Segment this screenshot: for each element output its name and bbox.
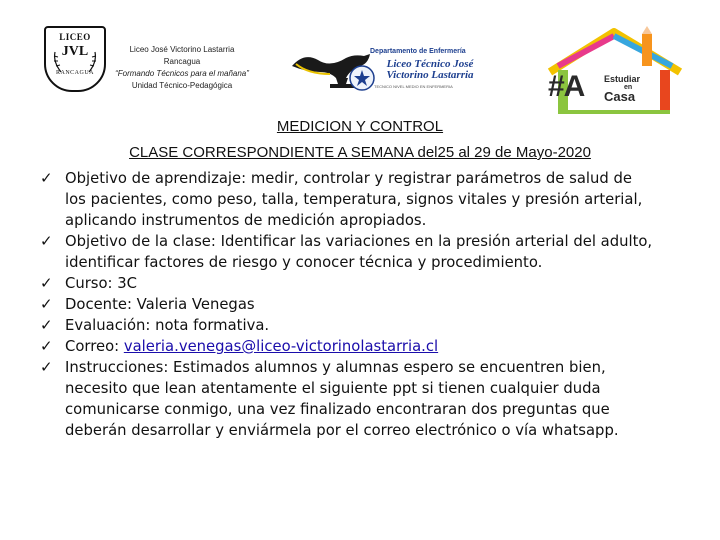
- school-crest-logo: [44, 26, 106, 92]
- email-link[interactable]: valeria.venegas@liceo-victorinolastarria.cl: [123, 338, 439, 355]
- item-line: Objetivo de aprendizaje: medir, controlar y registrar parámetros de salud de: [65, 170, 632, 187]
- item-line: identificar factores de riesgo y conocer técnica y procedimiento.: [65, 254, 543, 271]
- item-line: aplicando instrumentos de medición apropiados.: [65, 212, 427, 229]
- item-line: Docente: Valeria Venegas: [65, 296, 255, 313]
- item-line: comunicarse conmigo, una vez finalizado encontraran dos preguntas que: [65, 401, 610, 418]
- item-line: Evaluación: nota formativa.: [65, 317, 270, 334]
- school-info: [112, 44, 252, 92]
- school-city: Rancagua: [163, 57, 201, 66]
- list-item-course: [40, 273, 710, 294]
- list-item-email: [40, 336, 710, 357]
- nursing-name-line2: Victorino Lastarria: [386, 69, 474, 81]
- item-line: [65, 336, 710, 357]
- checkmark-icon: ✓: [40, 169, 53, 187]
- checkmark-icon: ✓: [40, 295, 53, 313]
- nursing-department-label: Departamento de Enfermería: [370, 48, 466, 55]
- list-item-instructions: [40, 357, 710, 441]
- checkmark-icon: ✓: [40, 337, 53, 355]
- home-logo-word3: Casa: [604, 89, 636, 104]
- nursing-sub-label: TECNICO NIVEL MEDIO EN ENFERMERIA: [374, 84, 453, 89]
- home-logo-text: [604, 74, 640, 104]
- item-line: Objetivo de la clase: Identificar las variaciones en la presión arterial del adulto,: [65, 233, 653, 250]
- checkmark-icon: ✓: [40, 232, 53, 250]
- school-unit: Unidad Técnico-Pedagógica: [131, 81, 233, 90]
- checkmark-icon: ✓: [40, 274, 53, 292]
- item-line: deberán desarrollar y enviármela por el correo electrónico o vía whatsapp.: [65, 422, 619, 439]
- item-line: Curso: 3C: [65, 275, 137, 292]
- page-title-text: MEDICION Y CONTROL: [276, 118, 444, 135]
- home-logo-hashtag: #A: [548, 70, 585, 103]
- page-subtitle: [0, 144, 720, 161]
- nursing-name-line1: Liceo Técnico José: [386, 58, 474, 70]
- list-item-evaluation: [40, 315, 710, 336]
- item-line: necesito que lean atentamente el siguiente ppt si tienen cualquier duda: [65, 380, 601, 397]
- nursing-school-name: [374, 56, 486, 86]
- email-label: Correo:: [65, 338, 124, 355]
- item-line: Instrucciones: Estimados alumnos y alumnas espero se encuentren bien,: [65, 359, 606, 376]
- checkmark-icon: ✓: [40, 316, 53, 334]
- school-name: Liceo José Victorino Lastarria: [129, 45, 235, 54]
- list-item-class-objective: [40, 231, 710, 273]
- laurel-icon: [51, 48, 99, 74]
- list-item-teacher: [40, 294, 710, 315]
- info-list: [40, 168, 710, 441]
- list-item-learning-objective: [40, 168, 710, 231]
- page-title: [0, 118, 720, 135]
- checkmark-icon: ✓: [40, 358, 53, 376]
- crest-initials: JVL: [61, 44, 89, 59]
- crest-top-text: LICEO: [59, 32, 91, 42]
- home-logo-word2: en: [624, 84, 633, 91]
- home-logo-word1: Estudiar: [604, 74, 641, 84]
- page-subtitle-text: CLASE CORRESPONDIENTE A SEMANA del25 al 29 de Mayo-2020: [129, 144, 591, 161]
- school-motto: “Formando Técnicos para el mañana”: [115, 69, 249, 78]
- crest-city: RANCAGUA: [55, 70, 94, 76]
- item-line: los pacientes, como peso, talla, temperatura, signos vitales y presión arterial,: [65, 191, 643, 208]
